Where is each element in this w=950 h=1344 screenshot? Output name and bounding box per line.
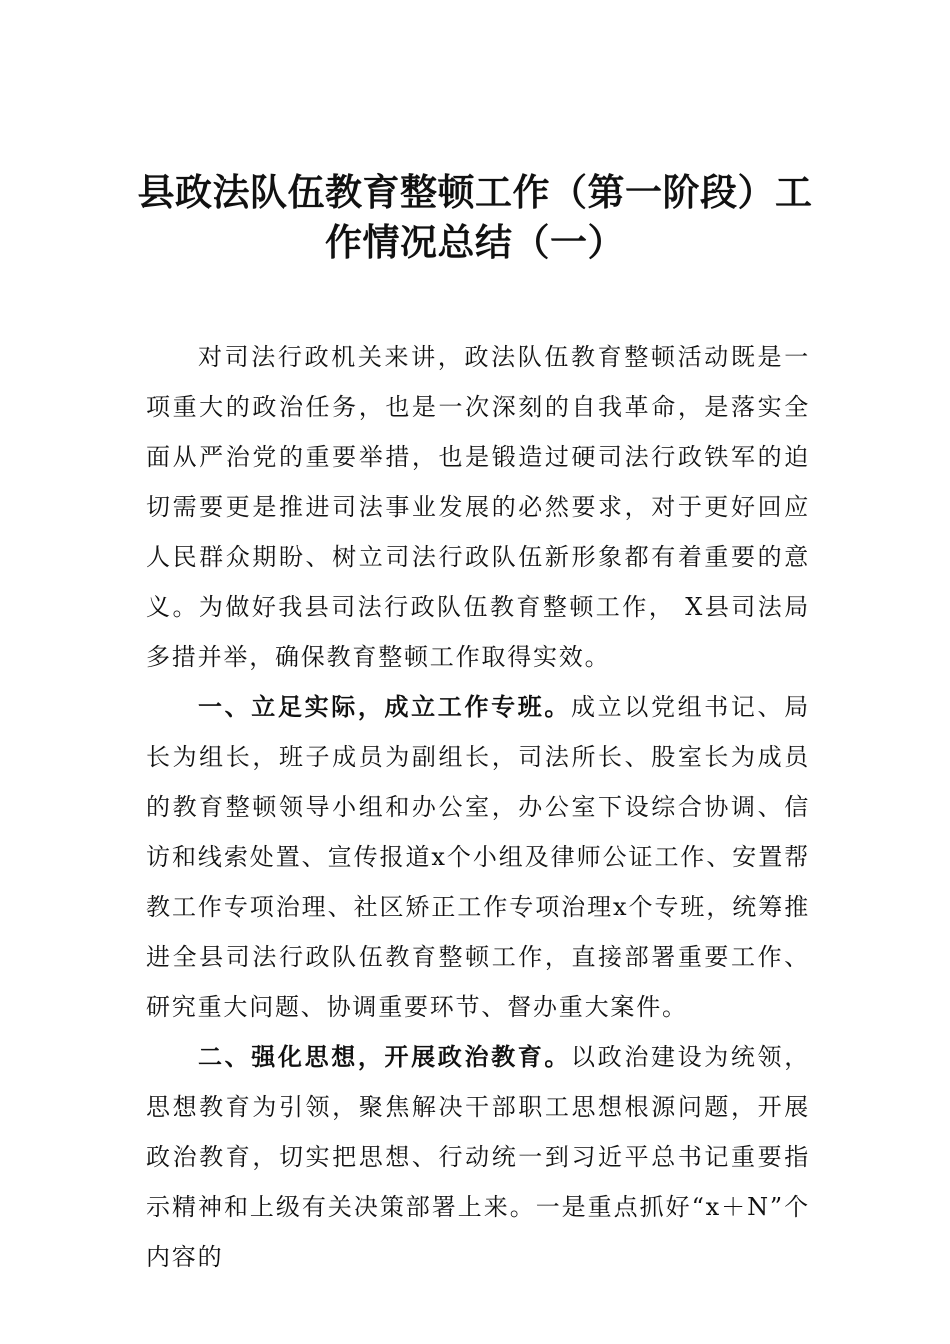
section-2-text: 以政治建设为统领，思想教育为引领，聚焦解决干部职工思想根源问题，开展政治教育，切实把思想、行动统一到习近平总书记重要指示精神和上级有关决策部署上来。一是重点抓好“x＋N”个内容的	[146, 1043, 810, 1271]
paragraph-intro	[146, 332, 810, 682]
paragraph-section-1	[146, 682, 810, 1032]
title-line-1: 县政法队伍教育整顿工作（第一阶段）工	[137, 171, 813, 214]
section-1-text: 成立以党组书记、局长为组长，班子成员为副组长，司法所长、股室长为成员的教育整顿领导小组和办公室，办公室下设综合协调、信访和线索处置、宣传报道x个小组及律师公证工作、安置帮教工作专项治理、社区矫正工作专项治理x个专班，统筹推进全县司法行政队伍教育整顿工作，直接部署重要工作、研究重大问题、协调重要环节、督办重大案件。	[146, 693, 810, 1021]
document-title	[130, 168, 820, 268]
paragraph-section-2	[146, 1032, 810, 1282]
title-line-2: 作情况总结（一）	[325, 221, 625, 264]
section-2-heading: 二、强化思想，开展政治教育。	[198, 1043, 572, 1071]
document-body	[146, 332, 810, 1282]
section-1-heading: 一、立足实际，成立工作专班。	[198, 693, 572, 721]
paragraph-intro-text: 对司法行政机关来讲，政法队伍教育整顿活动既是一项重大的政治任务，也是一次深刻的自我革命，是落实全面从严治党的重要举措，也是锻造过硬司法行政铁军的迫切需要更是推进司法事业发展的必然要求，对于更好回应人民群众期盼、树立司法行政队伍新形象都有着重要的意义。为做好我县司法行政队伍教育整顿工作， X县司法局多措并举，确保教育整顿工作取得实效。	[146, 343, 810, 671]
